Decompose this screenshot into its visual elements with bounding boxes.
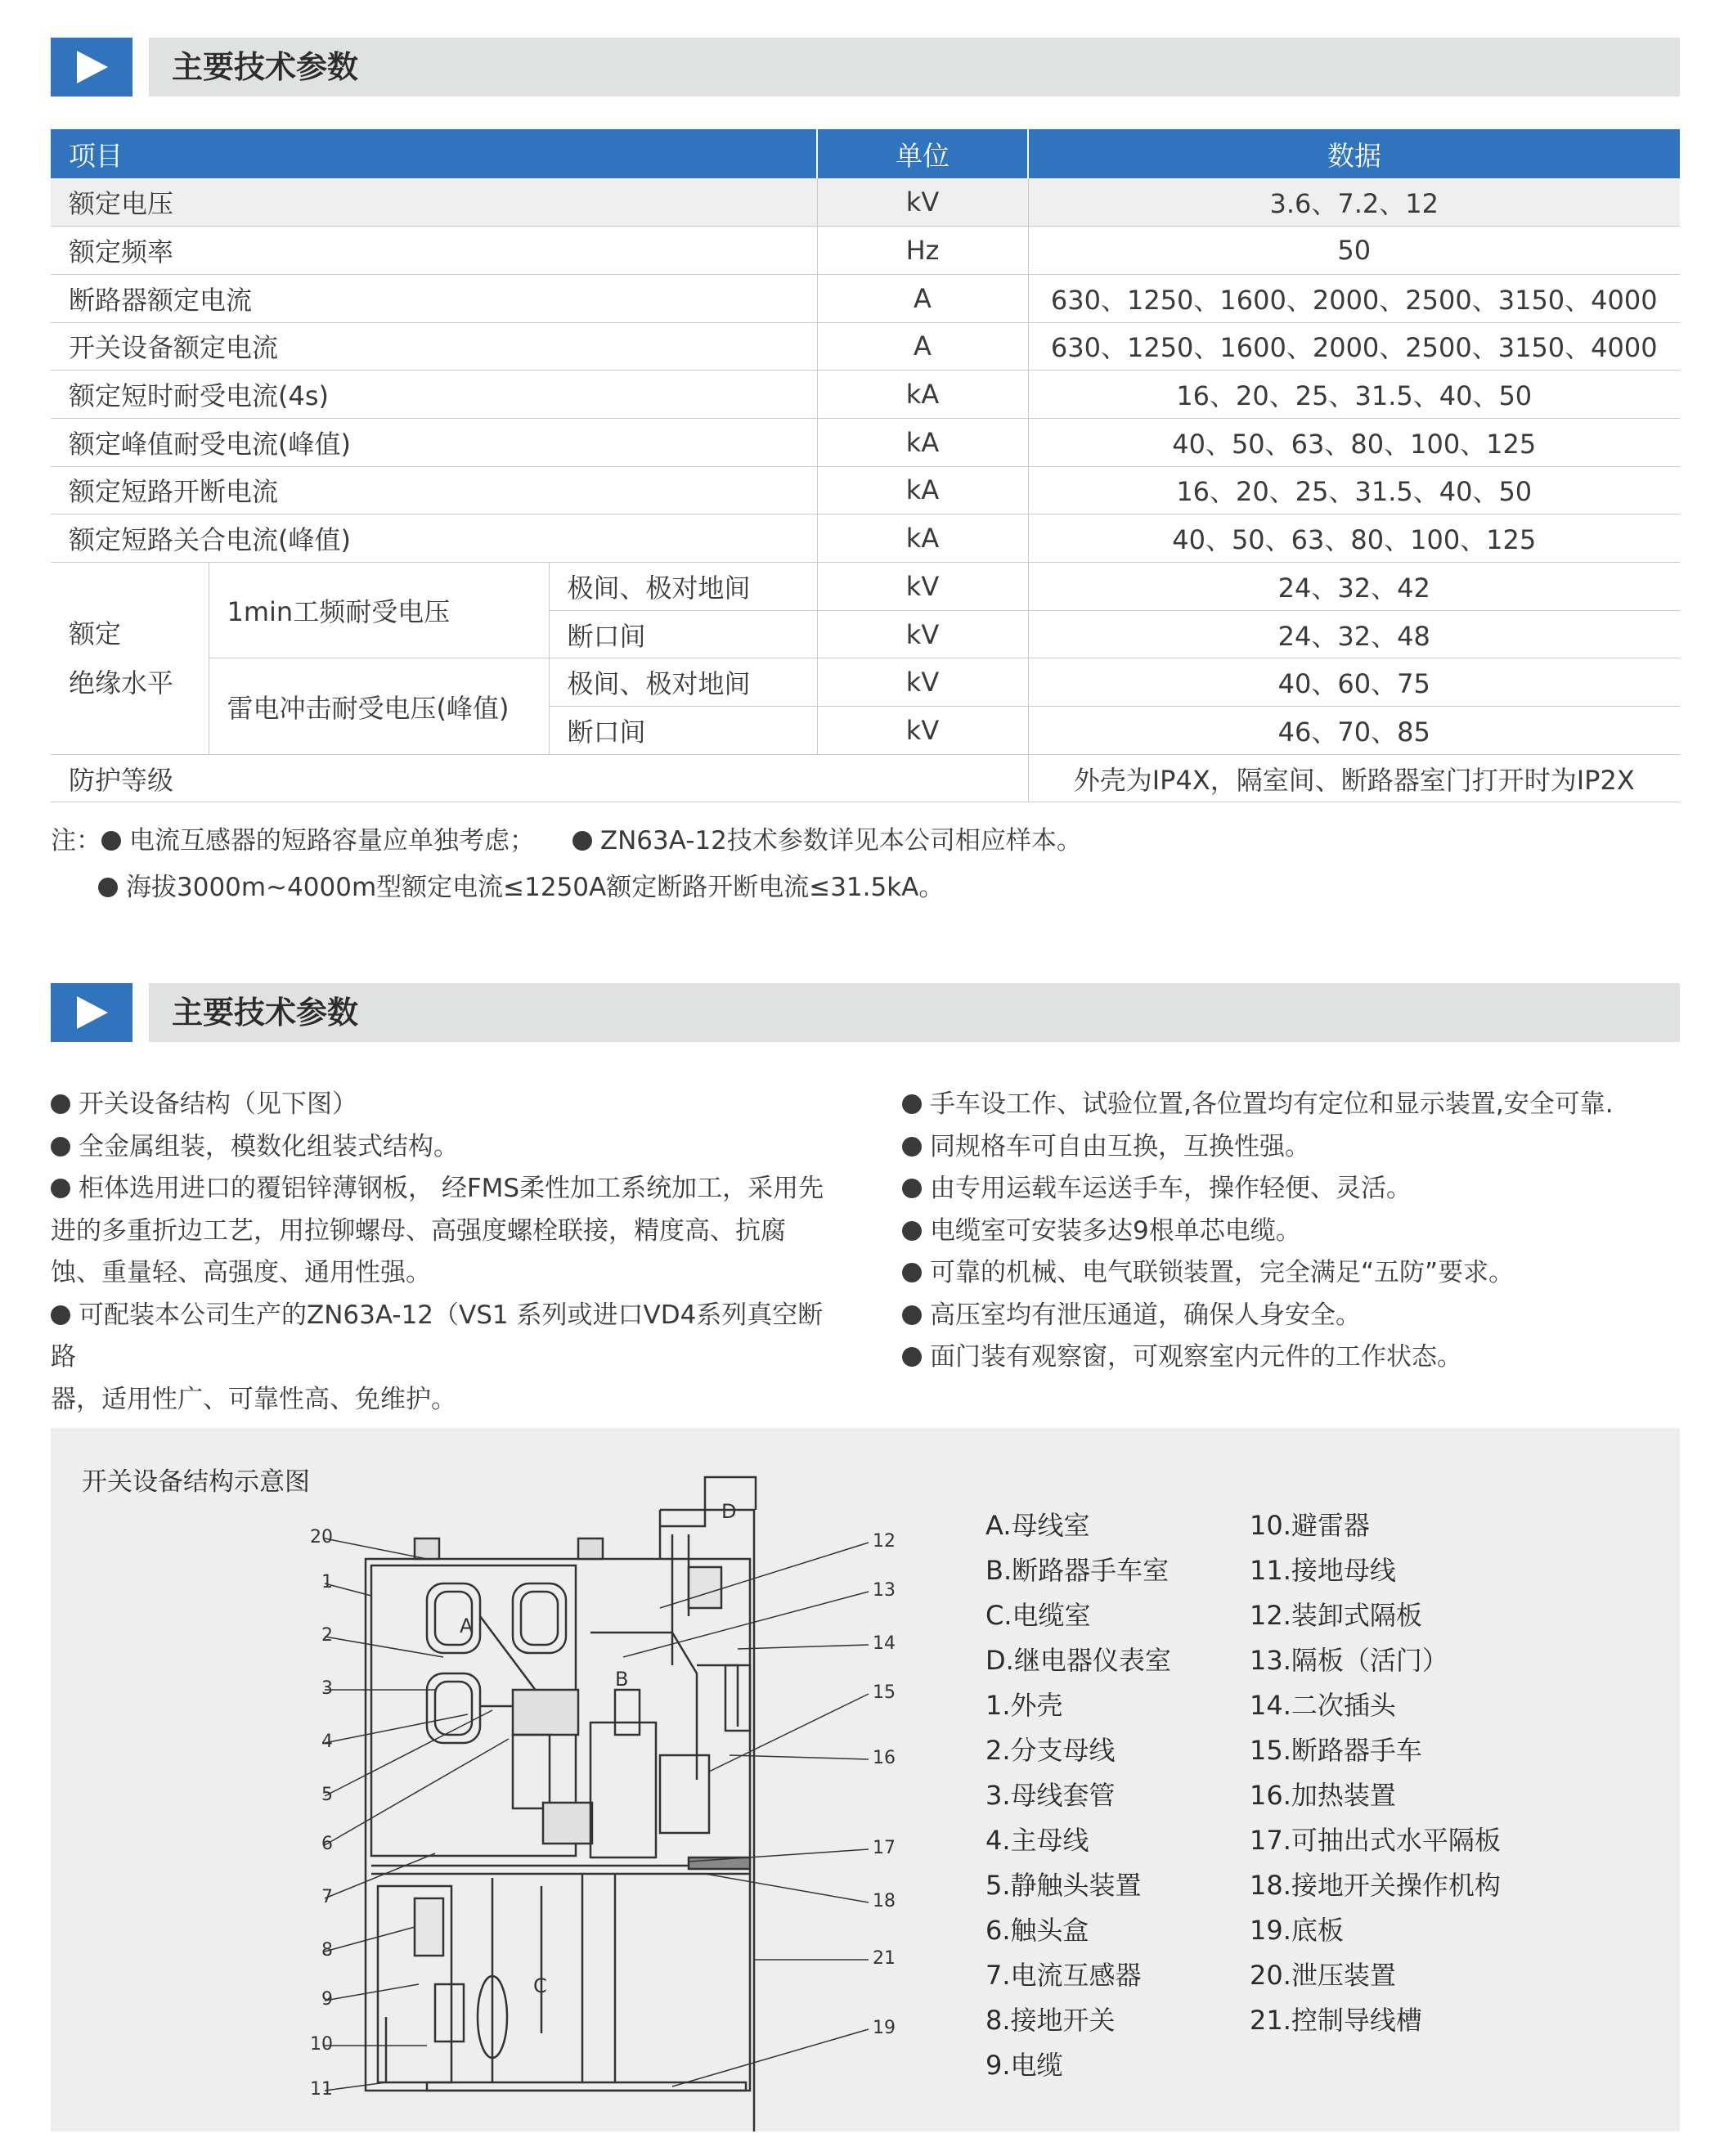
row-data: 16、20、25、31.5、40、50	[1028, 466, 1680, 514]
legend-item: B.断路器手车室	[985, 1555, 1170, 1586]
table-row	[51, 274, 1680, 322]
bullet-icon	[51, 1305, 70, 1325]
insulation-group-line2: 绝缘水平	[69, 667, 174, 698]
list-item	[902, 1126, 1680, 1169]
row-unit: kA	[817, 371, 1028, 419]
callout-number: 7	[321, 1887, 333, 1907]
row-data: 16、20、25、31.5、40、50	[1028, 371, 1680, 419]
callout-number: 21	[873, 1948, 896, 1969]
table-row	[51, 418, 1680, 466]
callout-number: 8	[321, 1940, 333, 1961]
legend-item: 5.静触头装置	[985, 1870, 1142, 1901]
row-data: 24、32、48	[1028, 610, 1680, 658]
legend-column-1	[985, 1503, 1171, 2088]
row-unit: Hz	[817, 227, 1028, 275]
notes-prefix: 注：	[51, 826, 101, 856]
legend-item: 3.母线套管	[985, 1780, 1116, 1811]
header-unit: 单位	[817, 129, 1028, 178]
feature-text: 全金属组装，模数化组装式结构。	[79, 1131, 459, 1161]
table-row	[51, 563, 1680, 611]
callout-number: 14	[873, 1633, 896, 1654]
list-item	[51, 1126, 836, 1169]
section-header-1	[51, 38, 1680, 97]
callout-number: 13	[873, 1580, 896, 1601]
note-2: ZN63A-12技术参数详见本公司相应样本。	[599, 826, 1082, 856]
callout-number: 3	[321, 1678, 333, 1699]
compartment-label: C	[533, 1974, 547, 1997]
legend-item: 6.触头盒	[985, 1915, 1089, 1946]
callout-number: 10	[310, 2034, 333, 2055]
legend-item: 19.底板	[1250, 1915, 1344, 1946]
insulation-group-line1: 额定	[69, 618, 122, 649]
row-unit: kV	[817, 178, 1028, 227]
table-row	[51, 466, 1680, 514]
list-item	[51, 1084, 836, 1126]
lightning-label: 雷电冲击耐受电压(峰值)	[209, 658, 549, 754]
legend-item: 16.加热装置	[1250, 1780, 1396, 1811]
notes-line-2	[51, 865, 1082, 911]
row-data: 40、50、63、80、100、125	[1028, 514, 1680, 563]
legend-item: 10.避雷器	[1250, 1510, 1370, 1541]
legend-item: 20.泄压装置	[1250, 1960, 1396, 1991]
section-title-bar	[149, 38, 1680, 97]
callout-number: 11	[310, 2079, 333, 2100]
bullet-icon	[572, 831, 592, 851]
feature-text: 电缆室可安装多达9根单芯电缆。	[930, 1215, 1301, 1246]
play-arrow-icon	[51, 38, 132, 97]
bullet-icon	[902, 1221, 922, 1241]
callout-number: 1	[321, 1572, 333, 1592]
notes-line-1	[51, 818, 1082, 865]
bullet-icon	[51, 1179, 70, 1198]
section-title: 主要技术参数	[172, 995, 359, 1031]
row-unit: kA	[817, 466, 1028, 514]
feature-text: 同规格车可自由互换，互换性强。	[930, 1131, 1310, 1161]
callout-number: 20	[310, 1527, 333, 1547]
protection-data: 外壳为IP4X，隔室间、断路器室门打开时为IP2X	[1028, 754, 1680, 802]
table-row	[51, 514, 1680, 563]
bullet-icon	[902, 1305, 922, 1325]
row-data: 40、60、75	[1028, 658, 1680, 707]
row-unit: A	[817, 274, 1028, 322]
legend-item: 12.装卸式隔板	[1250, 1600, 1422, 1631]
row-item: 额定峰值耐受电流(峰值)	[51, 418, 817, 466]
row-data: 630、1250、1600、2000、2500、3150、4000	[1028, 274, 1680, 322]
legend-item: 17.可抽出式水平隔板	[1250, 1825, 1501, 1856]
row-unit: kA	[817, 418, 1028, 466]
list-item	[51, 1295, 836, 1422]
callout-number: 12	[873, 1531, 896, 1552]
header-item: 项目	[51, 129, 817, 178]
feature-text: 进的多重折边工艺，用拉铆螺母、高强度螺栓联接，精度高、抗腐	[51, 1215, 786, 1246]
legend-item: 11.接地母线	[1250, 1555, 1396, 1586]
legend-column-2	[1250, 1503, 1501, 2043]
callout-number: 17	[873, 1838, 896, 1858]
list-item	[51, 1168, 836, 1295]
legend-item: 13.隔板（活门）	[1250, 1645, 1448, 1676]
bullet-icon	[51, 1137, 70, 1157]
callout-number: 15	[873, 1682, 896, 1703]
row-data: 24、32、42	[1028, 563, 1680, 611]
legend-item: 2.分支母线	[985, 1735, 1116, 1766]
table-row	[51, 322, 1680, 371]
row-unit: kA	[817, 514, 1028, 563]
row-unit: kV	[817, 658, 1028, 707]
row-item: 额定短路关合电流(峰值)	[51, 514, 817, 563]
spec-table	[51, 129, 1680, 802]
note-1: 电流互感器的短路容量应单独考虑；	[129, 826, 535, 856]
bullet-icon	[902, 1263, 922, 1282]
bullet-icon	[902, 1347, 922, 1367]
bullet-icon	[902, 1094, 922, 1114]
feature-text: 蚀、重量轻、高强度、通用性强。	[51, 1258, 431, 1287]
list-item	[902, 1168, 1680, 1211]
feature-text: 手车设工作、试验位置,各位置均有定位和显示装置,安全可靠.	[930, 1089, 1614, 1119]
legend-item: D.继电器仪表室	[985, 1645, 1171, 1676]
list-item	[902, 1084, 1680, 1126]
row-sub: 断口间	[549, 707, 817, 755]
section-title: 主要技术参数	[172, 49, 359, 85]
row-unit: kV	[817, 610, 1028, 658]
legend-item: 8.接地开关	[985, 2005, 1116, 2036]
features-right	[902, 1084, 1680, 1379]
callout-number: 5	[321, 1785, 333, 1805]
table-row	[51, 227, 1680, 275]
bullet-icon	[101, 831, 121, 851]
row-unit: kV	[817, 563, 1028, 611]
row-sub: 极间、极对地间	[549, 658, 817, 707]
feature-text: 柜体选用进口的覆铝锌薄钢板， 经FMS柔性加工系统加工，采用先	[79, 1174, 824, 1203]
row-item: 断路器额定电流	[51, 274, 817, 322]
compartment-label: A	[460, 1615, 474, 1637]
features-left	[51, 1084, 836, 1421]
play-arrow-icon	[51, 983, 132, 1042]
row-unit: kV	[817, 707, 1028, 755]
structure-diagram-panel	[51, 1428, 1680, 2131]
callout-number: 4	[321, 1732, 333, 1752]
legend-item: 4.主母线	[985, 1825, 1089, 1856]
table-row	[51, 371, 1680, 419]
legend-item: C.电缆室	[985, 1600, 1091, 1631]
bullet-icon	[902, 1137, 922, 1157]
row-unit: A	[817, 322, 1028, 371]
note-3: 海拔3000m~4000m型额定电流≤1250A额定断路开断电流≤31.5kA。	[126, 873, 945, 902]
list-item	[902, 1211, 1680, 1253]
row-item: 额定短时耐受电流(4s)	[51, 371, 817, 419]
callout-number: 6	[321, 1834, 333, 1854]
table-row	[51, 754, 1680, 802]
table-row	[51, 658, 1680, 707]
row-sub: 极间、极对地间	[549, 563, 817, 611]
feature-text: 可配装本公司生产的ZN63A-12（VS1 系列或进口VD4系列真空断路	[51, 1300, 824, 1372]
compartment-label: D	[721, 1500, 737, 1523]
bullet-icon	[902, 1179, 922, 1198]
legend-item: 21.控制导线槽	[1250, 2005, 1422, 2036]
callout-number: 18	[873, 1891, 896, 1911]
feature-text: 可靠的机械、电气联锁装置，完全满足“五防”要求。	[930, 1258, 1515, 1287]
row-data: 50	[1028, 227, 1680, 275]
legend-item: 7.电流互感器	[985, 1960, 1142, 1991]
legend-item: 14.二次插头	[1250, 1690, 1396, 1721]
legend-item: 18.接地开关操作机构	[1250, 1870, 1501, 1901]
row-item: 额定短路开断电流	[51, 466, 817, 514]
compartment-label: B	[615, 1668, 629, 1691]
row-data: 630、1250、1600、2000、2500、3150、4000	[1028, 322, 1680, 371]
row-item: 额定电压	[51, 178, 817, 227]
section-title-bar	[149, 983, 1680, 1042]
power-freq-label: 1min工频耐受电压	[209, 563, 549, 658]
table-header-row	[51, 129, 1680, 178]
row-item: 额定频率	[51, 227, 817, 275]
callout-number: 19	[873, 2018, 896, 2038]
callout-number: 9	[321, 1989, 333, 2010]
list-item	[902, 1336, 1680, 1379]
list-item	[902, 1295, 1680, 1337]
switchgear-diagram	[51, 1428, 950, 2131]
row-data: 46、70、85	[1028, 707, 1680, 755]
protection-item: 防护等级	[51, 754, 1028, 802]
table-row	[51, 178, 1680, 227]
feature-text: 器，适用性广、可靠性高、免维护。	[51, 1384, 456, 1414]
header-data: 数据	[1028, 129, 1680, 178]
list-item	[902, 1252, 1680, 1295]
legend-item: 1.外壳	[985, 1690, 1063, 1721]
feature-text: 面门装有观察窗，可观察室内元件的工作状态。	[930, 1342, 1462, 1372]
feature-text: 开关设备结构（见下图）	[79, 1089, 357, 1119]
bullet-icon	[98, 878, 118, 897]
section-header-2	[51, 983, 1680, 1042]
insulation-group-label	[51, 563, 209, 755]
row-sub: 断口间	[549, 610, 817, 658]
row-item: 开关设备额定电流	[51, 322, 817, 371]
row-data: 3.6、7.2、12	[1028, 178, 1680, 227]
callout-number: 16	[873, 1748, 896, 1768]
table-notes	[51, 818, 1082, 911]
row-data: 40、50、63、80、100、125	[1028, 418, 1680, 466]
callout-number: 2	[321, 1625, 333, 1646]
legend-item: 15.断路器手车	[1250, 1735, 1422, 1766]
legend-item: 9.电缆	[985, 2050, 1063, 2081]
feature-text: 由专用运载车运送手车，操作轻便、灵活。	[930, 1174, 1412, 1203]
feature-text: 高压室均有泄压通道，确保人身安全。	[930, 1300, 1361, 1330]
legend-item: A.母线室	[985, 1510, 1090, 1541]
bullet-icon	[51, 1094, 70, 1114]
diagram-title: 开关设备结构示意图	[82, 1467, 310, 1497]
